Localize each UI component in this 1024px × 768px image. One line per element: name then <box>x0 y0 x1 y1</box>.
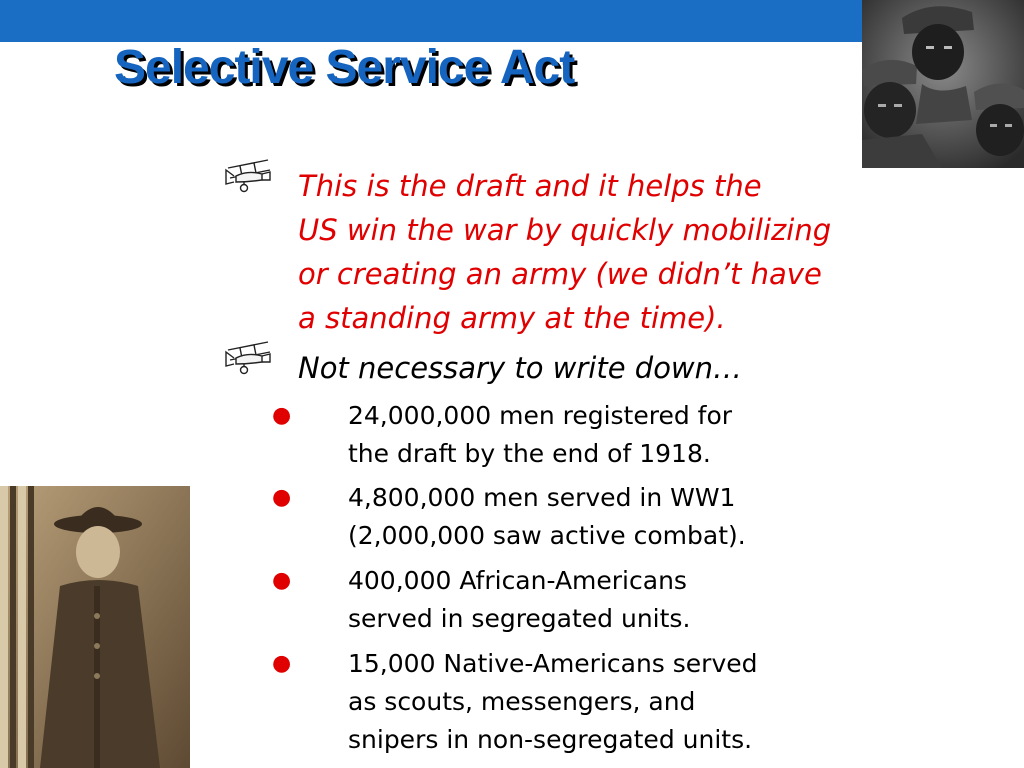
sub-point-text-line: 4,800,000 men served in WW1 <box>348 483 736 512</box>
sub-point-text-line: served in segregated units. <box>348 604 691 633</box>
photo-african-american-soldiers <box>862 0 1024 168</box>
primary-point-text-line: or creating an army (we didn’t have <box>298 257 822 291</box>
sub-point-text-line: 400,000 African-Americans <box>348 566 687 595</box>
primary-point-text-line: This is the draft and it helps the <box>298 169 762 203</box>
sub-point-text-line: 15,000 Native-Americans served <box>348 649 758 678</box>
biplane-icon <box>222 340 274 376</box>
primary-point-text-line: Not necessary to write down… <box>298 351 743 385</box>
primary-point-text-line: a standing army at the time). <box>298 301 726 335</box>
bullet-dot-icon: ● <box>272 568 292 593</box>
biplane-icon <box>222 158 274 194</box>
primary-point-text-line: US win the war by quickly mobilizing <box>298 213 832 247</box>
bullet-dot-icon: ● <box>272 651 292 676</box>
sub-point-text-line: snipers in non-segregated units. <box>348 725 753 754</box>
sub-point-text-line: as scouts, messengers, and <box>348 687 696 716</box>
slide-title: Selective Service Act <box>114 41 575 94</box>
sub-point-text-line: the draft by the end of 1918. <box>348 439 711 468</box>
sub-point-text-line: 24,000,000 men registered for <box>348 401 733 430</box>
photo-soldier-portrait <box>0 486 190 768</box>
bullet-dot-icon: ● <box>272 485 292 510</box>
bullet-dot-icon: ● <box>272 403 292 428</box>
sub-point-text-line: (2,000,000 saw active combat). <box>348 521 746 550</box>
